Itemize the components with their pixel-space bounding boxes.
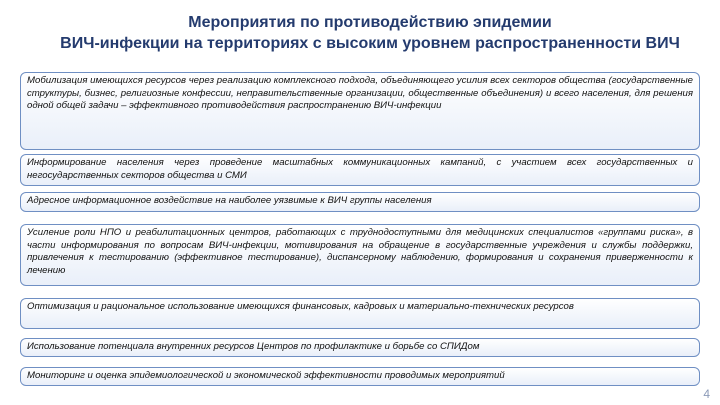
measure-box-aids-centers: [20, 338, 700, 357]
title-line-2: ВИЧ-инфекции на территориях с высоким уровнем распространенности ВИЧ: [60, 35, 680, 52]
page-number: 4: [703, 387, 710, 401]
measure-text: Мониторинг и оценка эпидемиологической и экономической эффективности проводимых мероприятий: [27, 370, 505, 381]
title-line-1: Мероприятия по противодействию эпидемии: [188, 14, 552, 31]
measure-text: Информирование населения через проведение масштабных коммуникационных кампаний, с участием всех государственных и негосударственных секторов общества и СМИ: [27, 157, 693, 181]
measure-box-informing: [20, 154, 700, 186]
measure-text: Адресное информационное воздействие на наиболее уязвимые к ВИЧ группы населения: [27, 195, 432, 206]
measure-text: Усиление роли НПО и реабилитационных центров, работающих с труднодоступными для медицинских специалистов «группами риска», в части информирования по вопросам ВИЧ-инфекции, мотивирования на обращение в государственные учреждения и службы поддержки, привлечения к тестированию (эффективное тестирование), диспансерному наблюдению, формирования и сохранения приверженности к лечению: [27, 227, 693, 276]
measure-box-targeted: [20, 192, 700, 212]
measure-text: Мобилизация имеющихся ресурсов через реализацию комплексного подхода, объединяющего усилия всех секторов общества (государственные структуры, бизнес, религиозные конфессии, неправительственные организации, общественные объединения) и всего населения, для решения одной общей задачи – эффективного противодействия распространению ВИЧ-инфекции: [27, 75, 693, 111]
measure-text: Оптимизация и рациональное использование имеющихся финансовых, кадровых и материально-технических ресурсов: [27, 301, 574, 312]
measure-text: Использование потенциала внутренних ресурсов Центров по профилактике и борьбе со СПИДом: [27, 341, 480, 352]
measure-box-optimization: [20, 298, 700, 329]
measure-box-ngo: [20, 224, 700, 286]
slide-title: [30, 12, 710, 54]
measure-box-mobilization: [20, 72, 700, 150]
measure-box-monitoring: [20, 367, 700, 386]
